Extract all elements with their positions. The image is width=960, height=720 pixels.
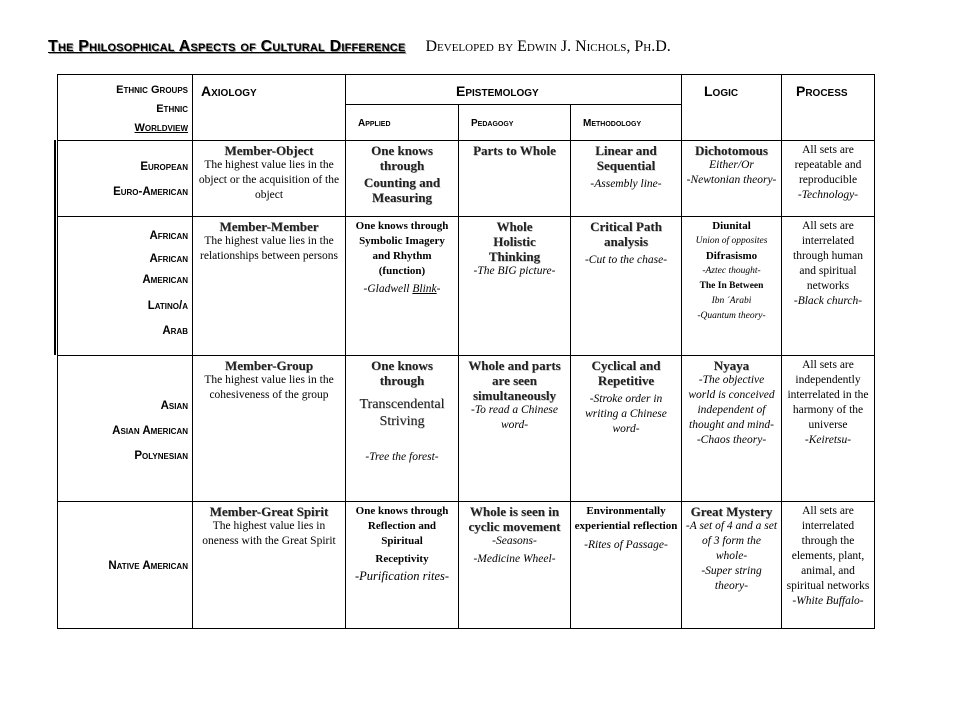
group-name: Euro-American bbox=[113, 186, 188, 198]
logic-cell bbox=[682, 356, 782, 502]
pedagogy-line: Whole bbox=[496, 219, 533, 234]
pedagogy-line: Parts to Whole bbox=[473, 143, 556, 158]
logic-sub: Union of opposites bbox=[695, 236, 768, 246]
logic-note: -Chaos theory- bbox=[696, 434, 767, 446]
axiology-title: Member-Group bbox=[224, 358, 314, 373]
methodology-cell bbox=[571, 502, 682, 629]
process-note: -Keiretsu- bbox=[804, 434, 852, 446]
group-name: Native American bbox=[108, 560, 188, 572]
methodology-cell bbox=[571, 141, 682, 217]
axiology-text: The highest value lies in the object or the acquisition of the object bbox=[198, 159, 340, 201]
axiology-cell bbox=[193, 217, 346, 356]
applied-note-prefix: -Gladwell bbox=[363, 283, 413, 295]
table-row bbox=[58, 141, 875, 217]
process-cell bbox=[782, 502, 875, 629]
group-name: Polynesian bbox=[134, 450, 188, 462]
axiology-title: Member-Member bbox=[219, 219, 319, 234]
epistemology-header: Epistemology bbox=[346, 75, 682, 105]
axiology-title: Member-Great Spirit bbox=[209, 504, 329, 519]
applied-line: One knows through bbox=[371, 143, 433, 173]
logic-line: Either/Or bbox=[709, 159, 754, 171]
applied-note-suffix: - bbox=[436, 283, 441, 295]
header-row-1 bbox=[58, 75, 875, 105]
methodology-title: Cyclical and Repetitive bbox=[591, 358, 661, 388]
methodology-note: -Cut to the chase- bbox=[584, 254, 668, 266]
logic-title: Nyaya bbox=[713, 358, 750, 373]
logic-line: -Newtonian theory- bbox=[686, 174, 777, 186]
group-name: Latino/a bbox=[147, 300, 188, 312]
applied-line: Counting and Measuring bbox=[363, 175, 441, 205]
group-name: African American bbox=[142, 253, 188, 286]
axiology-text: The highest value lies in the cohesiveness of the group bbox=[204, 374, 334, 401]
process-header: Process bbox=[782, 75, 875, 141]
table-row bbox=[58, 502, 875, 629]
applied-line: Symbolic Imagery and Rhythm (function) bbox=[359, 235, 445, 277]
group-name: African bbox=[149, 230, 188, 242]
group-name: European bbox=[140, 161, 188, 173]
process-cell bbox=[782, 217, 875, 356]
pedagogy-title: Whole and parts are seen simultaneously bbox=[468, 358, 561, 403]
applied-note: -Tree the forest- bbox=[365, 451, 439, 463]
group-name: Arab bbox=[162, 325, 188, 337]
logic-cell bbox=[682, 141, 782, 217]
applied-cell bbox=[346, 502, 459, 629]
culture-table bbox=[57, 74, 875, 629]
process-note: -Black church- bbox=[793, 295, 863, 307]
process-note: -Technology- bbox=[797, 189, 859, 201]
pedagogy-title: Whole is seen in cyclic movement bbox=[468, 504, 561, 534]
pedagogy-line: Holistic bbox=[493, 234, 536, 249]
page-title: The Philosophical Aspects of Cultural Difference bbox=[48, 38, 406, 55]
process-text: All sets are interrelated through the elements, plant, animal, and spiritual networks bbox=[786, 505, 870, 592]
applied-note bbox=[349, 282, 455, 297]
title-bar bbox=[48, 38, 671, 56]
group-name: Asian bbox=[160, 400, 188, 412]
logic-text: -A set of 4 and a set of 3 form the whole- bbox=[685, 520, 778, 562]
process-text: All sets are repeatable and reproducible bbox=[794, 144, 862, 186]
applied-line: Receptivity bbox=[375, 553, 429, 565]
pedagogy-note: -Medicine Wheel- bbox=[473, 553, 556, 565]
pedagogy-cell bbox=[459, 502, 571, 629]
methodology-note: -Assembly line- bbox=[590, 178, 662, 190]
methodology-title: Linear and Sequential bbox=[595, 143, 657, 173]
logic-note: -Super string theory- bbox=[701, 565, 762, 592]
applied-line: One knows through bbox=[371, 358, 433, 388]
group-name: Asian American bbox=[112, 425, 188, 437]
process-text: All sets are interrelated through human and spiritual networks bbox=[793, 220, 863, 292]
logic-title: Great Mystery bbox=[690, 504, 773, 519]
pedagogy-note: -To read a Chinese word- bbox=[471, 404, 558, 431]
pedagogy-cell bbox=[459, 356, 571, 502]
applied-line: Transcendental Striving bbox=[359, 397, 445, 429]
methodology-cell bbox=[571, 217, 682, 356]
logic-title-2: Difrasismo bbox=[705, 250, 758, 262]
axiology-text: The highest value lies in the relationships between persons bbox=[200, 235, 338, 262]
logic-header: Logic bbox=[682, 75, 782, 141]
axiology-cell bbox=[193, 502, 346, 629]
logic-note: -Quantum theory- bbox=[697, 311, 766, 321]
logic-cell bbox=[682, 502, 782, 629]
ethnic-group-cell bbox=[58, 217, 193, 356]
axiology-text: The highest value lies in oneness with the Great Spirit bbox=[202, 520, 336, 547]
axiology-cell bbox=[193, 356, 346, 502]
pedagogy-cell bbox=[459, 217, 571, 356]
methodology-cell bbox=[571, 356, 682, 502]
pedagogy-note: -Seasons- bbox=[492, 535, 537, 547]
logic-cell bbox=[682, 217, 782, 356]
methodology-note: -Rites of Passage- bbox=[584, 539, 668, 551]
ethnic-groups-label: Ethnic Groups bbox=[116, 84, 188, 96]
methodology-title: Critical Path analysis bbox=[590, 219, 662, 249]
table-row bbox=[58, 356, 875, 502]
applied-header: Applied bbox=[346, 105, 459, 141]
pedagogy-header: Pedagogy bbox=[459, 105, 571, 141]
pedagogy-cell bbox=[459, 141, 571, 217]
ethnic-group-cell bbox=[58, 356, 193, 502]
page-subtitle: Developed by Edwin J. Nichols, Ph.D. bbox=[425, 38, 671, 55]
logic-title-3: The In Between bbox=[699, 281, 764, 291]
table-row bbox=[58, 217, 875, 356]
pedagogy-note: -The BIG picture- bbox=[473, 265, 556, 277]
pedagogy-line: Thinking bbox=[488, 249, 541, 264]
process-cell bbox=[782, 141, 875, 217]
logic-name: Ibn ´Arabi bbox=[711, 296, 752, 306]
applied-line: One knows through bbox=[355, 220, 449, 232]
ethnic-group-cell bbox=[58, 141, 193, 217]
logic-text: -The objective world is conceived independent of thought and mind- bbox=[688, 374, 775, 431]
applied-note-link: Blink bbox=[412, 283, 437, 295]
methodology-title: Environmentally experiential reflection bbox=[574, 505, 678, 532]
process-cell bbox=[782, 356, 875, 502]
worldview-label: Worldview bbox=[134, 122, 188, 134]
applied-note: -Purification rites- bbox=[354, 569, 450, 583]
applied-cell bbox=[346, 356, 459, 502]
process-note: -White Buffalo- bbox=[792, 595, 864, 607]
ethnic-groups-header bbox=[58, 75, 193, 141]
logic-title: Diunital bbox=[712, 220, 751, 232]
ethnic-label: Ethnic bbox=[156, 103, 188, 115]
logic-note: -Aztec thought- bbox=[702, 266, 761, 276]
left-bracket-bar bbox=[54, 140, 56, 355]
ethnic-group-cell bbox=[58, 502, 193, 629]
applied-line: One knows through Reflection and Spiritual bbox=[355, 505, 449, 547]
logic-title: Dichotomous bbox=[695, 143, 768, 158]
applied-cell bbox=[346, 141, 459, 217]
applied-cell bbox=[346, 217, 459, 356]
methodology-note: -Stroke order in writing a Chinese word- bbox=[585, 393, 667, 435]
methodology-header: Methodology bbox=[571, 105, 682, 141]
process-text: All sets are independently interrelated in the harmony of the universe bbox=[787, 359, 869, 431]
axiology-title: Member-Object bbox=[224, 143, 314, 158]
axiology-header: Axiology bbox=[193, 75, 346, 141]
axiology-cell bbox=[193, 141, 346, 217]
